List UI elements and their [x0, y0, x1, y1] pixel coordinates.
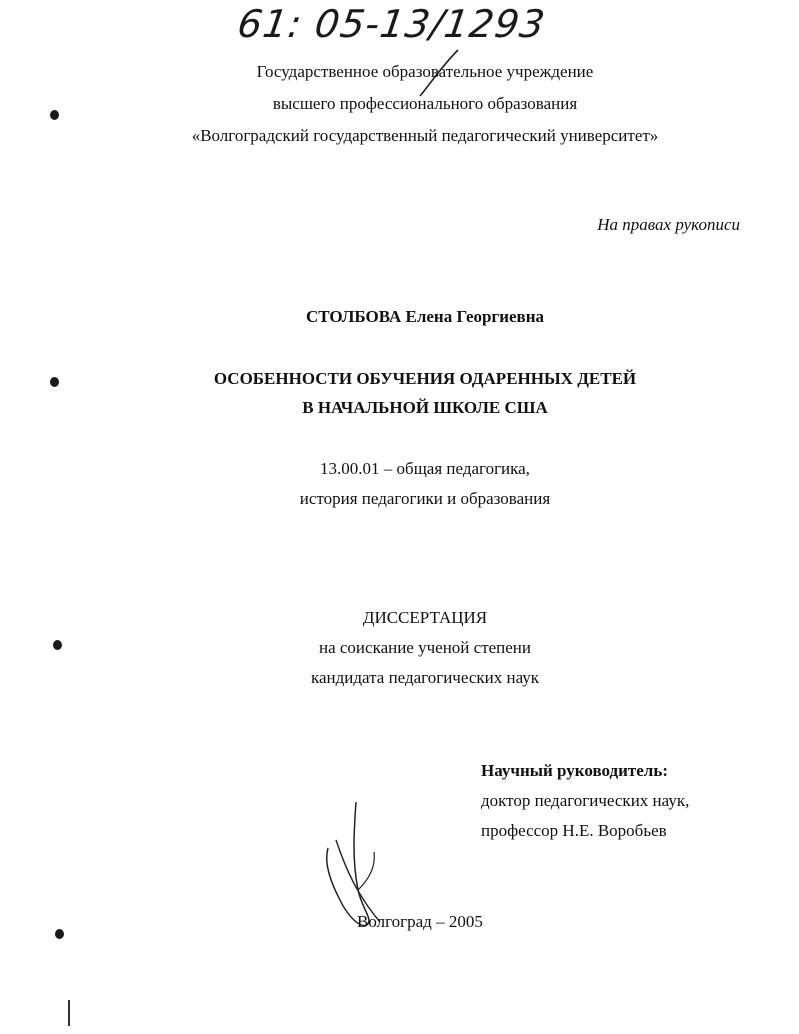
punch-hole-mark [50, 110, 59, 120]
institution-line-3: «Волгоградский государственный педагогический университет» [191, 126, 659, 145]
author-name: СТОЛБОВА Елена Георгиевна [305, 307, 545, 326]
handwritten-signature [318, 800, 408, 930]
supervisor-heading: Научный руководитель: [481, 761, 668, 780]
degree-heading: ДИССЕРТАЦИЯ [362, 608, 488, 627]
manuscript-note: На правах рукописи [597, 215, 740, 234]
punch-hole-mark [50, 377, 59, 387]
specialty-line-1: 13.00.01 – общая педагогика, [320, 459, 530, 478]
thesis-title-line-1: ОСОБЕННОСТИ ОБУЧЕНИЯ ОДАРЕННЫХ ДЕТЕЙ [213, 369, 637, 388]
supervisor-line-2: профессор Н.Е. Воробьев [481, 821, 667, 840]
thesis-title-line-2: В НАЧАЛЬНОЙ ШКОЛЕ США [302, 398, 548, 417]
institution-line-2: высшего профессионального образования [272, 94, 578, 113]
margin-mark [66, 998, 72, 1028]
supervisor-line-1: доктор педагогических наук, [481, 791, 690, 810]
punch-hole-mark [55, 929, 64, 939]
punch-hole-mark [53, 640, 62, 650]
place-year: Волгоград – 2005 [357, 912, 483, 931]
specialty-line-2: история педагогики и образования [299, 489, 551, 508]
archive-stamp: 61: 05-13/1293 [234, 2, 549, 46]
degree-line-3: кандидата педагогических наук [310, 668, 540, 687]
institution-line-1: Государственное образовательное учреждение [256, 62, 594, 81]
degree-line-2: на соискание ученой степени [318, 638, 532, 657]
